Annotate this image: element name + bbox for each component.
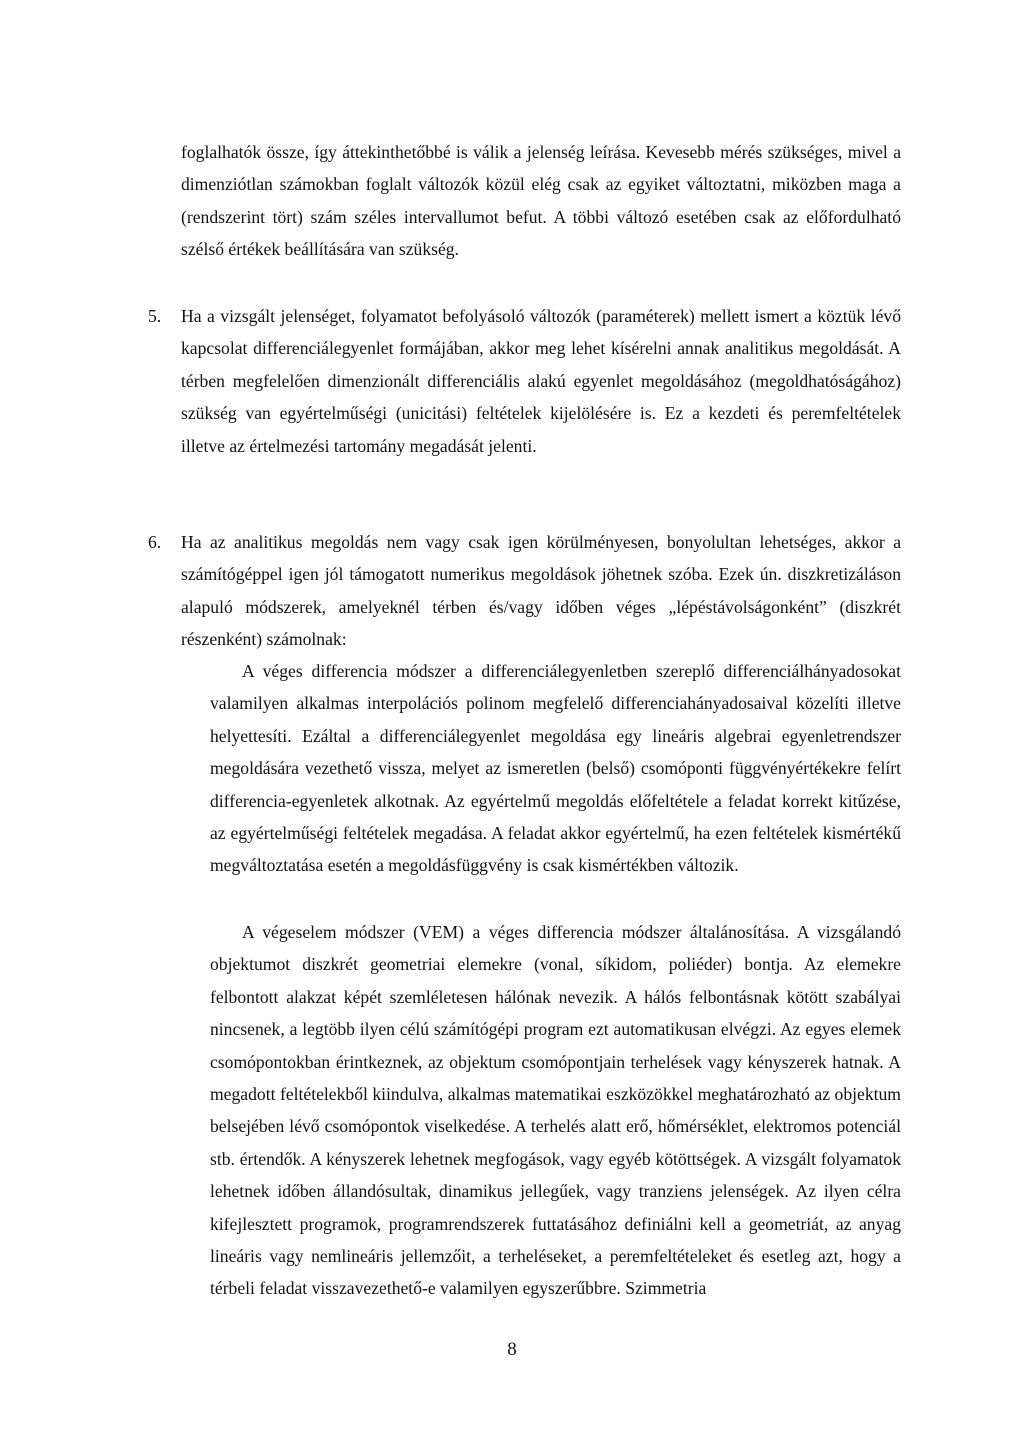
list-item-number: 5. — [148, 306, 162, 326]
list-item-text: Ha az analitikus megoldás nem vagy csak igen körülményesen, bonyolultan lehetséges, akkor a számítógéppel igen jól támogatott numerikus megoldások jöhetnek szóba. Ezek ún. diszkretizáláson alapuló módszerek, amelyeknél térben és/vagy időben véges „lépéstávolságonként” (diszkrét részenként) számolnak: — [181, 532, 901, 650]
page-number: 8 — [507, 1339, 517, 1360]
list-item-text: Ha a vizsgált jelenséget, folyamatot befolyásoló változók (paraméterek) mellett ismert a köztük lévő kapcsolat differenciálegyenlet formájában, akkor meg lehet kísérelni annak analitikus megoldását. A térben megfelelően dimenzionált differenciális alakú egyenlet megoldásához (megoldhatóságához) szükség van egyértelműségi (unicitási) feltételek kijelölésére is. Ez a kezdeti és peremfeltételek illetve az értelmezési tartomány megadását jelenti. — [181, 306, 901, 456]
finite-difference-paragraph: A véges differencia módszer a differenciálegyenletben szereplő differenciálhányadosokat valamilyen alkalmas interpolációs polinom megfelelő differenciahányadosaival közelíti illetve helyettesíti. Ezáltal a differenciálegyenlet megoldása egy lineáris algebrai egyenletrendszer megoldására vezethető vissza, melyet az ismeretlen (belső) csomóponti függvényértékekre felírt differencia-egyenletek alkotnak. Az egyértelmű megoldás előfeltétele a feladat korrekt kitűzése, az egyértelműségi feltételek megadása. A feladat akkor egyértelmű, ha ezen feltételek kismértékű megváltoztatása esetén a megoldásfüggvény is csak kismértékben változik. — [210, 661, 901, 876]
list-item-number: 6. — [148, 532, 162, 552]
finite-element-paragraph: A végeselem módszer (VEM) a véges differencia módszer általánosítása. A vizsgálandó objektumot diszkrét geometriai elemekre (vonal, síkidom, poliéder) bontja. Az elemekre felbontott alakzat képét szemléletesen hálónak nevezik. A hálós felbontásnak kötött szabályai nincsenek, a legtöbb ilyen célú számítógépi program ezt automatikusan elvégzi. Az egyes elemek csomópontokban érintkeznek, az objektum csomópontjain terhelések vagy kényszerek hatnak. A megadott feltételekből kiindulva, alkalmas matematikai eszközökkel meghatározható az objektum belsejében lévő csomópontok viselkedése. A terhelés alatt erő, hőmérséklet, elektromos potenciál stb. értendők. A kényszerek lehetnek megfogások, vagy egyéb kötöttségek. A vizsgált folyamatok lehetnek időben állandósultak, dinamikus jellegűek, vagy tranziens jelenségek. Az ilyen célra kifejlesztett programok, programrendszerek futtatásához definiálni kell a geometriát, az anyag lineáris vagy nemlineáris jellemzőit, a terheléseket, a peremfeltételeket és esetleg azt, hogy a térbeli feladat visszavezethető-e valamilyen egyszerűbbre. Szimmetria — [210, 922, 901, 1299]
intro-paragraph: foglalhatók össze, így áttekinthetőbbé is válik a jelenség leírása. Kevesebb mérés szükséges, mivel a dimenziótlan számokban foglalt változók közül elég csak az egyiket változtatni, miközben maga a (rendszerint tört) szám széles intervallumot befut. A többi változó esetében csak az előfordulható szélső értékek beállítására van szükség. — [181, 142, 901, 260]
